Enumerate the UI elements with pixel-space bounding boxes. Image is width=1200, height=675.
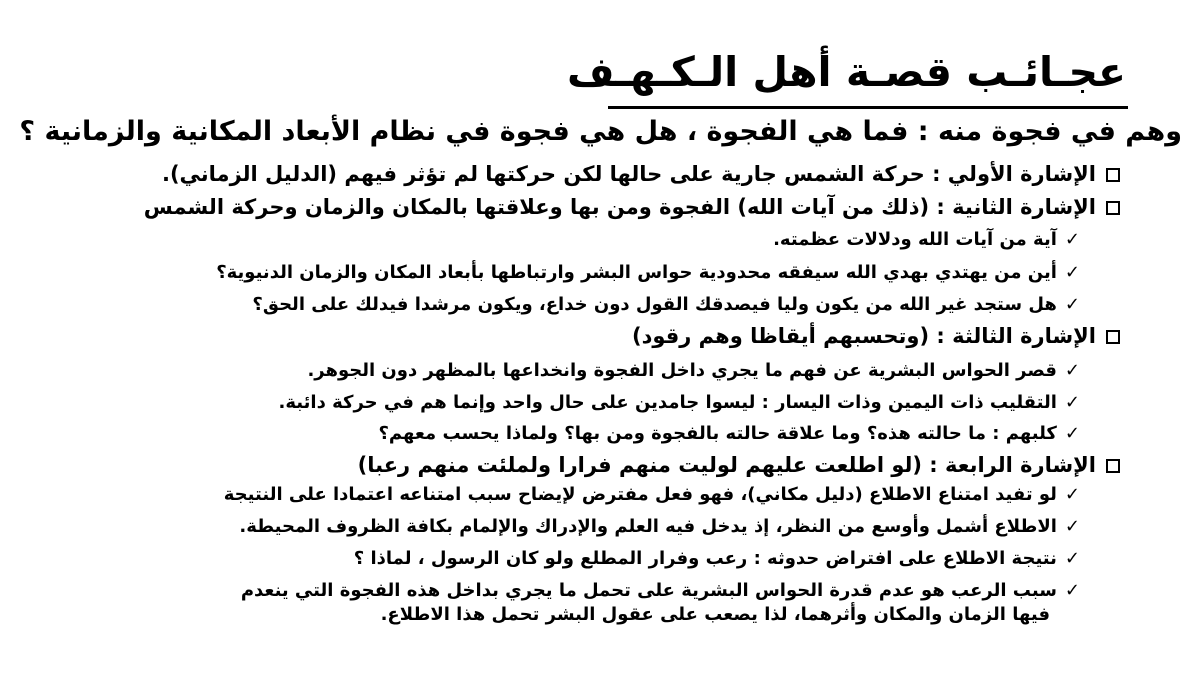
check-mark-icon: ✓: [1064, 516, 1080, 537]
check-item: [354, 548, 1080, 569]
bullet-item: [358, 453, 1120, 477]
bullet-text: الإشارة الثالثة : (وتحسبهم أيقاظا وهم رقود): [631, 324, 1096, 348]
check-mark-icon: ✓: [1064, 229, 1080, 250]
check-item: [239, 516, 1080, 537]
check-text: قصر الحواس البشرية عن فهم ما يجري داخل الفجوة وانخداعها بالمظهر دون الجوهر.: [307, 360, 1057, 381]
check-mark-icon: ✓: [1064, 580, 1080, 601]
bullet-item: [162, 162, 1120, 186]
square-bullet-icon: [1106, 201, 1120, 215]
check-item: [307, 360, 1080, 381]
check-text: التقليب ذات اليمين وذات اليسار : ليسوا جامدين على حال واحد وإنما هم في حركة دائبة.: [278, 392, 1057, 413]
check-mark-icon: ✓: [1064, 548, 1080, 569]
check-text: لو تفيد امتناع الاطلاع (دليل مكاني)، فهو فعل مفترض لإيضاح سبب امتناعه اعتمادا على النتيجة: [223, 484, 1057, 505]
check-mark-icon: ✓: [1064, 262, 1080, 283]
check-text: هل ستجد غير الله من يكون وليا فيصدقك القول دون خداع، ويكون مرشدا فيدلك على الحق؟: [252, 294, 1057, 315]
check-item-continuation: [381, 604, 1050, 625]
square-bullet-icon: [1106, 330, 1120, 344]
bullet-text: الإشارة الثانية : (ذلك من آيات الله) الفجوة ومن بها وعلاقتها بالمكان والزمان وحركة الشمس: [143, 195, 1096, 219]
bullet-text: الإشارة الرابعة : (لو اطلعت عليهم لوليت منهم فرارا ولملئت منهم رعبا): [357, 453, 1096, 477]
check-mark-icon: ✓: [1064, 423, 1080, 444]
check-text: سبب الرعب هو عدم قدرة الحواس البشرية على تحمل ما يجري بداخل هذه الفجوة التي ينعدم: [240, 580, 1057, 601]
check-mark-icon: ✓: [1064, 392, 1080, 413]
slide-title: عجـائـب قصـة أهل الـكـهـف: [566, 48, 1126, 96]
bullet-item: [632, 324, 1120, 348]
bullet-text: الإشارة الأولي : حركة الشمس جارية على حالها لكن حركتها لم تؤثر فيهم (الدليل الزماني).: [161, 162, 1096, 186]
check-text: الاطلاع أشمل وأوسع من النظر، إذ يدخل فيه العلم والإدراك والإلمام بكافة الظروف المحيطة.: [239, 516, 1057, 537]
check-item: [252, 294, 1080, 315]
square-bullet-icon: [1106, 459, 1120, 473]
check-text: آية من آيات الله ودلالات عظمته.: [773, 229, 1057, 250]
check-text: نتيجة الاطلاع على افتراض حدوثه : رعب وفرار المطلع ولو كان الرسول ، لماذا ؟: [353, 548, 1057, 569]
check-mark-icon: ✓: [1064, 294, 1080, 315]
title-underline: [608, 106, 1128, 109]
check-item: [216, 262, 1080, 283]
check-mark-icon: ✓: [1064, 484, 1080, 505]
check-text: فيها الزمان والمكان وأثرهما، لذا يصعب على عقول البشر تحمل هذا الاطلاع.: [380, 604, 1050, 625]
main-question: وهم في فجوة منه : فما هي الفجوة ، هل هي فجوة في نظام الأبعاد المكانية والزمانية ؟: [19, 116, 1182, 147]
check-text: أين من يهتدي بهدي الله سيفقه محدودية حواس البشر وارتباطها بأبعاد المكان والزمان الدنيوية؟: [216, 262, 1057, 283]
check-text: كلبهم : ما حالته هذه؟ وما علاقة حالته بالفجوة ومن بها؟ ولماذا يحسب معهم؟: [378, 423, 1057, 444]
check-item: [224, 484, 1080, 505]
check-mark-icon: ✓: [1064, 360, 1080, 381]
square-bullet-icon: [1106, 168, 1120, 182]
check-item: [773, 229, 1080, 250]
check-item: [279, 392, 1080, 413]
bullet-item: [144, 195, 1120, 219]
check-item: [241, 580, 1080, 601]
check-item: [378, 423, 1080, 444]
